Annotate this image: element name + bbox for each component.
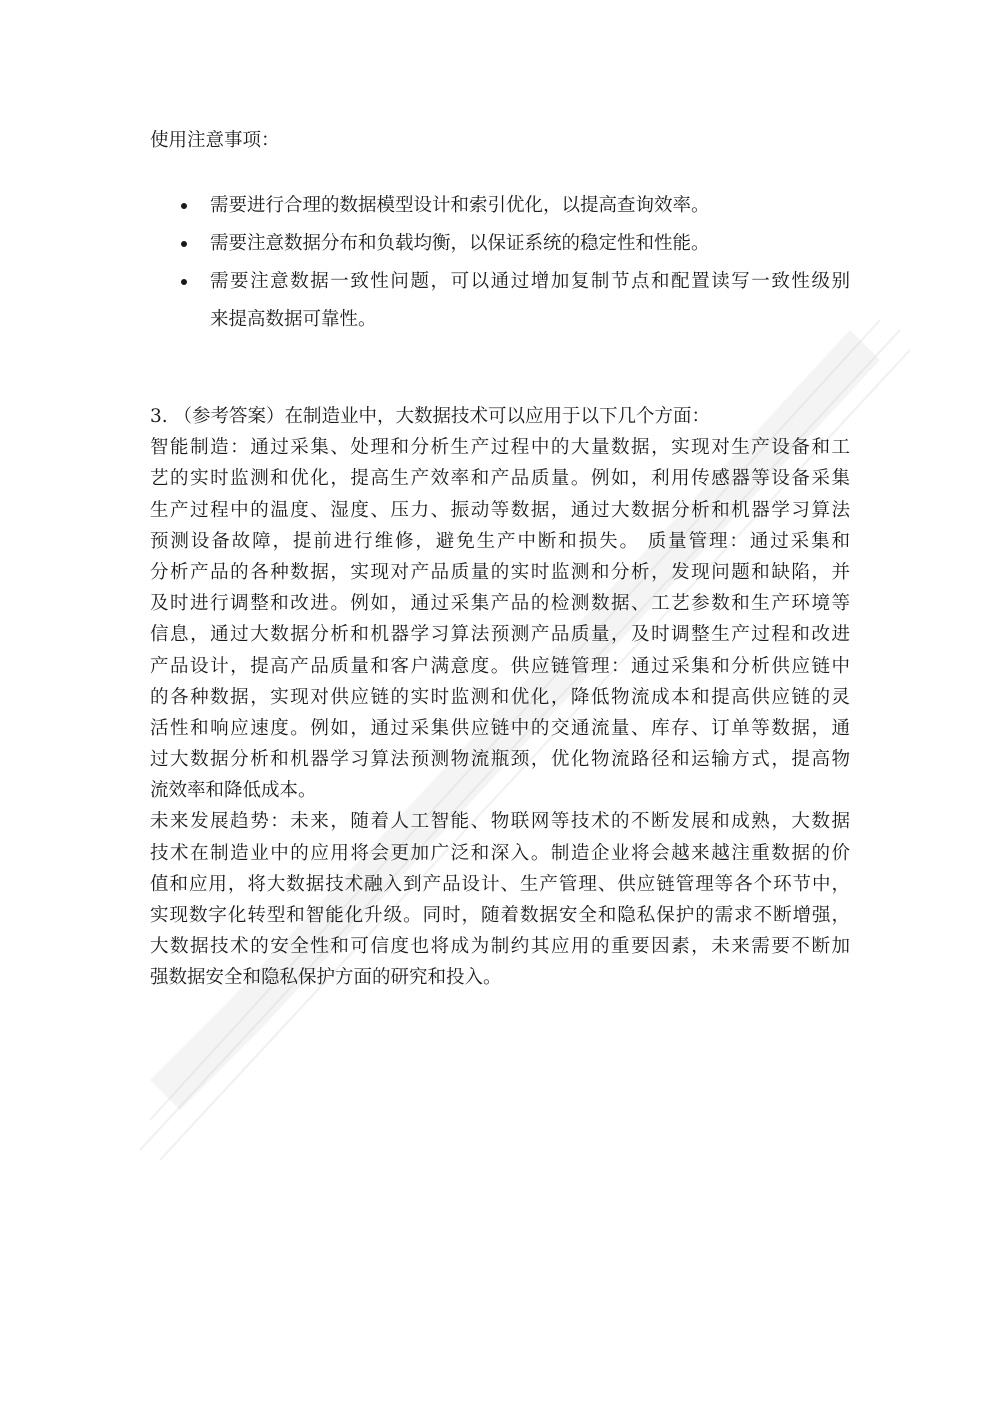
list-item (150, 225, 850, 263)
list-item (150, 263, 850, 339)
bullet-text: 来提高数据可靠性。 (210, 309, 377, 330)
answer-intro: 3. （参考答案）在制造业中，大数据技术可以应用于以下几个方面： (150, 406, 711, 427)
text-line: 强数据安全和隐私保护方面的研究和投入。 (150, 967, 502, 989)
text-line: 预测设备故障，提前进行维修，避免生产中断和损失。 质量管理：通过采集和 (150, 530, 850, 552)
text-line: 分析产品的各种数据，实现对产品质量的实时监测和分析，发现问题和缺陷，并 (150, 561, 850, 583)
bullet-text: 需要注意数据一致性问题，可以通过增加复制节点和配置读写一致性级别 (210, 271, 850, 292)
paragraph-future-trends (150, 806, 850, 993)
text-line: 实现数字化转型和智能化升级。同时，随着数据安全和隐私保护的需求不断增强， (150, 905, 850, 926)
text-line: 智能制造：通过采集、处理和分析生产过程中的大量数据，实现对生产设备和工 (150, 437, 850, 459)
answer-block (150, 401, 850, 994)
text-line: 技术在制造业中的应用将会更加广泛和深入。制造企业将会越来越注重数据的价 (150, 842, 850, 864)
text-line: 过大数据分析和机器学习算法预测物流瓶颈，优化物流路径和运输方式，提高物 (150, 749, 850, 771)
text-line: 艺的实时监测和优化，提高生产效率和产品质量。例如，利用传感器等设备采集 (150, 468, 850, 490)
bullet-icon (181, 279, 187, 285)
text-line: 及时进行调整和改进。例如，通过采集产品的检测数据、工艺参数和生产环境等 (150, 593, 850, 615)
bullet-text: 需要注意数据分布和负载均衡，以保证系统的稳定性和性能。 (210, 233, 710, 254)
text-line: 的各种数据，实现对供应链的实时监测和优化，降低物流成本和提高供应链的灵 (150, 686, 850, 708)
notes-list (150, 187, 850, 339)
bullet-icon (181, 241, 187, 247)
text-line: 流效率和降低成本。 (150, 780, 317, 802)
notes-heading: 使用注意事项： (150, 130, 280, 151)
bullet-text: 需要进行合理的数据模型设计和索引优化，以提高查询效率。 (210, 195, 710, 216)
text-line: 产品设计，提高产品质量和客户满意度。供应链管理：通过采集和分析供应链中 (150, 655, 850, 677)
text-line: 生产过程中的温度、湿度、压力、振动等数据，通过大数据分析和机器学习算法 (150, 499, 850, 521)
text-line: 大数据技术的安全性和可信度也将成为制约其应用的重要因素，未来需要不断加 (150, 936, 850, 958)
text-line: 值和应用，将大数据技术融入到产品设计、生产管理、供应链管理等各个环节中， (150, 873, 850, 895)
page-content (150, 125, 850, 994)
list-item (150, 187, 850, 225)
text-line: 未来发展趋势：未来，随着人工智能、物联网等技术的不断发展和成熟，大数据 (150, 811, 850, 833)
text-line: 活性和响应速度。例如，通过采集供应链中的交通流量、库存、订单等数据，通 (150, 717, 850, 739)
bullet-icon (181, 203, 187, 209)
text-line: 信息，通过大数据分析和机器学习算法预测产品质量，及时调整生产过程和改进 (150, 624, 850, 646)
paragraph-smart-manufacturing (150, 432, 850, 806)
